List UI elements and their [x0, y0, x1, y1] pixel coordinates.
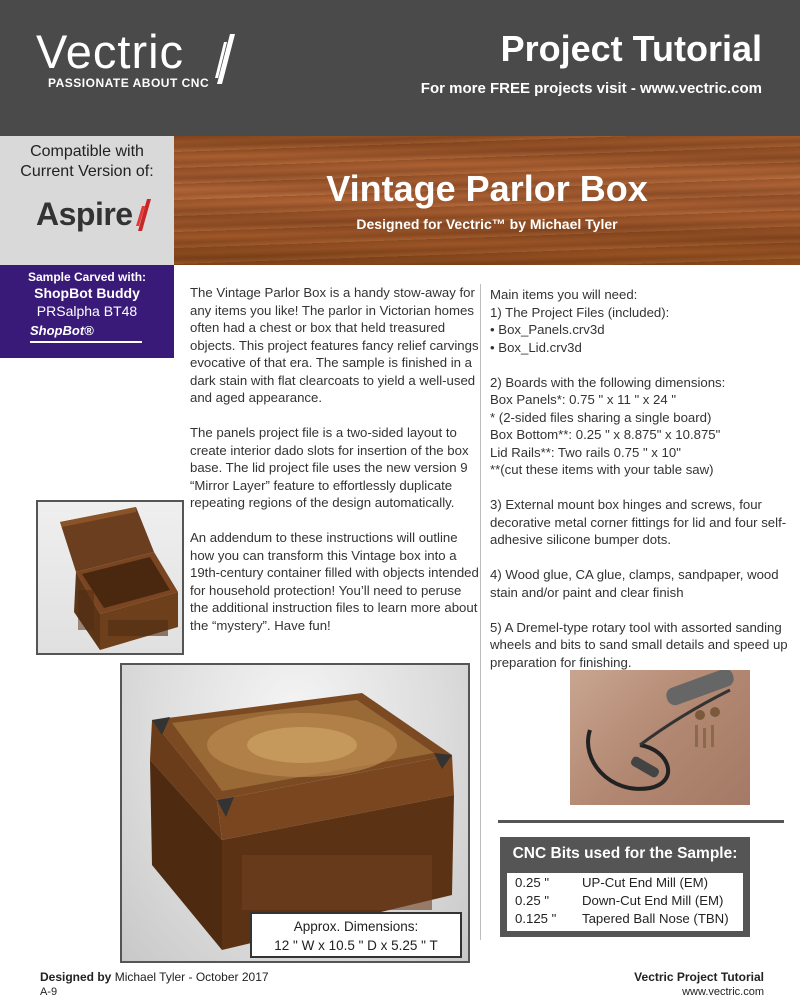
footer-designed-label: Designed by	[40, 970, 112, 984]
vectric-logo[interactable]	[36, 25, 210, 90]
title-banner	[174, 136, 800, 265]
bit-size: 0.125 "	[515, 911, 557, 926]
page-title: Project Tutorial	[500, 28, 762, 69]
compatibility-label	[0, 142, 174, 182]
cnc-bits-table	[507, 873, 743, 931]
logo-tagline: PASSIONATE ABOUT CNC	[48, 76, 210, 90]
bit-name: Down-Cut End Mill (EM)	[582, 893, 724, 908]
bit-size: 0.25 "	[515, 875, 550, 890]
footer-title: Vectric Project Tutorial	[634, 970, 764, 984]
sample-machine-box	[0, 265, 174, 358]
open-box-photo	[36, 500, 184, 655]
sample-label: Sample Carved with:	[27, 270, 147, 284]
vectric-blade-icon	[214, 32, 236, 86]
sample-machine: ShopBot Buddy	[34, 285, 140, 301]
aspire-logo: Aspire	[36, 196, 133, 232]
shopbot-logo: ShopBot®	[30, 323, 94, 338]
dimensions-box	[250, 912, 462, 958]
compatibility-box	[0, 136, 174, 265]
footer-credit	[40, 970, 269, 984]
aspire-flame-icon	[136, 198, 152, 232]
intro-paragraph: The Vintage Parlor Box is a handy stow-away for any items you like! The parlor in Victorian homes often had a chest or box that held treasured objects. This project features fancy relief carvings evocative of that era. The sample is finished in a dark stain with flat clearcoats to yield a well-used and aged appearance.	[190, 285, 479, 405]
rotary-tool-photo	[570, 670, 750, 805]
project-designer: Designed for Vectric™ by Michael Tyler	[356, 216, 618, 232]
footer-url-link[interactable]: www.vectric.com	[682, 986, 764, 998]
bits-section-rule	[498, 820, 784, 823]
intro-paragraph: The panels project file is a two-sided layout to create interior dado slots for insertion of the box base. The lid project file uses the new version 9 “Mirror Layer” feature to effortlessly duplicate repeating regions of the design automatically.	[190, 425, 469, 510]
open-box-illustration	[38, 502, 184, 655]
bit-name: UP-Cut End Mill (EM)	[582, 875, 709, 890]
compat-line-1: Compatible with	[30, 143, 144, 160]
column-divider	[480, 284, 481, 940]
items-paragraph: 4) Wood glue, CA glue, clamps, sandpaper, wood stain and/or paint and clear finish	[490, 567, 779, 600]
bits-row	[507, 893, 743, 911]
header-subtitle-link[interactable]: For more FREE projects visit - www.vectric.com	[420, 80, 762, 97]
intro-paragraph: An addendum to these instructions will outline how you can transform this Vintage box into a 19th-century container filled with objects intended for household protection! You’ll need to peruse the additional instruction files to learn more about the “mystery”. Have fun!	[190, 530, 479, 633]
dimensions-value: 12 " W x 10.5 " D x 5.25 " T	[274, 938, 438, 953]
compat-line-2: Current Version of:	[20, 163, 154, 180]
items-paragraph: Main items you will need: 1) The Project Files (included): • Box_Panels.crv3d • Box_Lid.crv3d	[490, 287, 670, 355]
dimensions-label: Approx. Dimensions:	[293, 919, 419, 934]
intro-column	[190, 284, 480, 652]
header-bar	[0, 0, 800, 136]
footer-designer: Michael Tyler - October 2017	[111, 970, 269, 984]
bits-row	[507, 875, 743, 893]
bit-size: 0.25 "	[515, 893, 550, 908]
page-number: A-9	[40, 986, 58, 998]
logo-wordmark: Vectric	[36, 25, 185, 78]
items-column	[490, 286, 790, 689]
rotary-tool-illustration	[570, 670, 750, 805]
items-paragraph: 5) A Dremel-type rotary tool with assorted sanding wheels and bits to sand small details and speed up preparation for finishing.	[490, 619, 788, 670]
cnc-bits-title: CNC Bits used for the Sample:	[512, 845, 738, 862]
cnc-bits-box	[500, 837, 750, 937]
shopbot-logo-underline	[30, 341, 142, 343]
sample-model: PRSalpha BT48	[36, 303, 138, 319]
bits-row	[507, 911, 743, 929]
items-paragraph: 3) External mount box hinges and screws, four decorative metal corner fittings for lid and four self-adhesive silicone bumper dots.	[490, 497, 787, 547]
items-paragraph: 2) Boards with the following dimensions: Box Panels*: 0.75 " x 11 " x 24 " * (2-sided files sharing a single board) Box Bottom**: 0.25 " x 8.875" x 10.875" Lid Rails**: Two rails 0.75 " x 10" **(cut these items with your table saw)	[490, 374, 726, 477]
project-title: Vintage Parlor Box	[326, 168, 648, 209]
bit-name: Tapered Ball Nose (TBN)	[582, 911, 729, 926]
